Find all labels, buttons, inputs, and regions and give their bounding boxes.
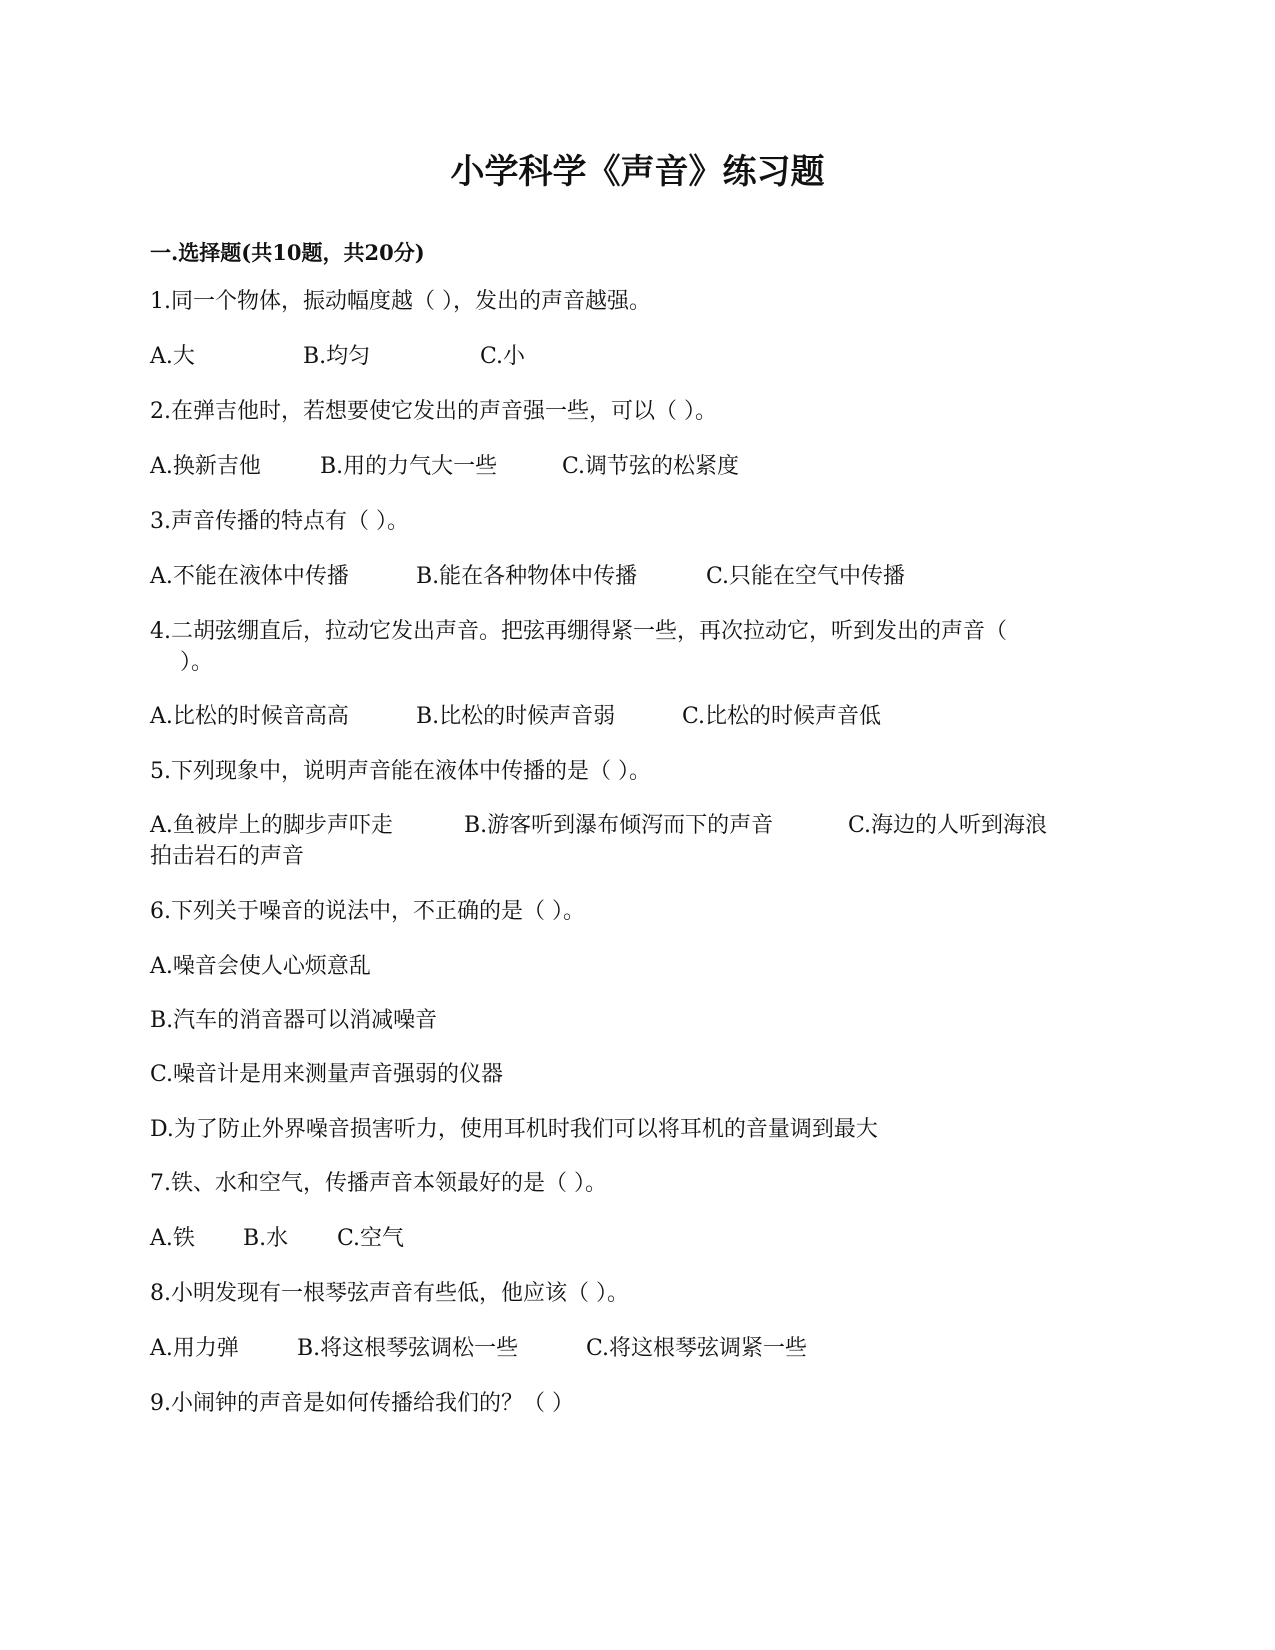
question-4-stem: 4.二胡弦绷直后，拉动它发出声音。把弦再绷得紧一些，再次拉动它，听到发出的声音（: [150, 619, 1007, 644]
question-5-option-continuation: 拍击岩石的声音: [150, 844, 305, 869]
option-b: B.能在各种物体中传播: [416, 564, 638, 589]
option-c: C.空气: [337, 1226, 405, 1251]
option-c: C.将这根琴弦调紧一些: [586, 1336, 808, 1361]
question-6-option-b: B.汽车的消音器可以消减噪音: [150, 1008, 438, 1033]
option-a: A.鱼被岸上的脚步声吓走: [150, 813, 393, 838]
question-6-option-c: C.噪音计是用来测量声音强弱的仪器: [150, 1062, 504, 1087]
question-6-option-d: D.为了防止外界噪音损害听力，使用耳机时我们可以将耳机的音量调到最大: [150, 1117, 878, 1142]
option-c: C.只能在空气中传播: [706, 564, 906, 589]
question-7-stem: 7.铁、水和空气，传播声音本领最好的是（ ）。: [150, 1171, 607, 1196]
question-2-stem: 2.在弹吉他时，若想要使它发出的声音强一些，可以（ ）。: [150, 399, 717, 424]
question-5-stem: 5.下列现象中，说明声音能在液体中传播的是（ ）。: [150, 759, 651, 784]
option-b: B.将这根琴弦调松一些: [297, 1336, 519, 1361]
option-a: A.换新吉他: [150, 454, 261, 479]
option-c: C.比松的时候声音低: [682, 704, 882, 729]
option-b: B.比松的时候声音弱: [416, 704, 616, 729]
option-a: A.比松的时候音高高: [150, 704, 349, 729]
question-4-stem-continuation: ）。: [180, 650, 214, 675]
option-b: B.用的力气大一些: [320, 454, 498, 479]
question-1-stem: 1.同一个物体，振动幅度越（ ），发出的声音越强。: [150, 289, 651, 314]
option-b: B.游客听到瀑布倾泻而下的声音: [464, 813, 774, 838]
option-b: B.均匀: [303, 344, 371, 369]
question-3-stem: 3.声音传播的特点有（ ）。: [150, 509, 409, 534]
question-8-stem: 8.小明发现有一根琴弦声音有些低，他应该（ ）。: [150, 1281, 629, 1306]
option-c: C.小: [480, 344, 526, 369]
question-6-option-a: A.噪音会使人心烦意乱: [150, 954, 371, 979]
option-a: A.铁: [150, 1226, 195, 1251]
option-a: A.大: [150, 344, 195, 369]
option-c: C.调节弦的松紧度: [562, 454, 740, 479]
option-a: A.不能在液体中传播: [150, 564, 349, 589]
page-title: 小学科学《声音》练习题: [450, 152, 825, 192]
option-c: C.海边的人听到海浪: [848, 813, 1048, 838]
question-9-stem: 9.小闹钟的声音是如何传播给我们的？（ ）: [150, 1391, 574, 1416]
option-a: A.用力弹: [150, 1336, 239, 1361]
option-b: B.水: [243, 1226, 289, 1251]
question-6-stem: 6.下列关于噪音的说法中，不正确的是（ ）。: [150, 899, 585, 924]
section-heading: 一.选择题(共10题，共20分): [150, 240, 425, 265]
